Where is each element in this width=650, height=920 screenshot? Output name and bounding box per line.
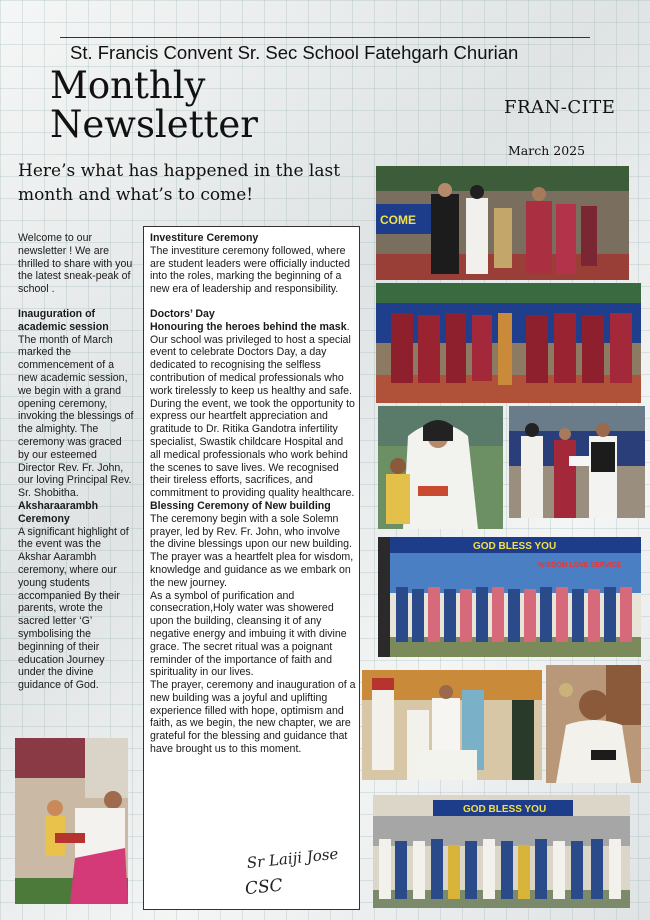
photo-priest-prayer	[546, 665, 641, 783]
photo-group-bottom	[373, 795, 630, 908]
photo1-banner: COME	[380, 213, 416, 227]
doctors-text-1: . Our school was privileged to host a special event to celebrate Doctors Day, a day dedicated to recognising the selfless contribution of medical professionals who work tirelessly to keep us healthy and safe.	[150, 320, 352, 397]
investiture-text: The investiture ceremony followed, where are student leaders were officially inducted into the roles, marking the beginning of a new era of leadership and responsibility.	[150, 244, 351, 296]
left-column	[18, 232, 134, 692]
welcome-text: Welcome to our newsletter ! We are thrilled to share with you the latest sneak-peak of school .	[18, 232, 133, 296]
blessing-heading: Blessing Ceremony of New building	[150, 499, 331, 512]
blessing-text-1: The ceremony begin with a sole Solemn prayer, led by Rev. Fr. John, who involve the divine blessings upon our new building. The prayer was a heartfelt plea for wisdom, knowledge and guidance as we embark on the new journey.	[150, 512, 354, 589]
doctors-subheading: Honouring the heroes behind the mask	[150, 320, 347, 333]
signature-line-2: CSC	[244, 875, 284, 900]
blessing-text-2: As a symbol of purification and consecration,Holy water was showered upon the building, cleansing it of any negative energy and imbuing it with divine grace. The secret ritual was a poignant reminder of the importance of faith and spirituality in our lives.	[150, 589, 347, 679]
inauguration-heading: Inauguration of academic session	[18, 307, 109, 333]
tagline: Here’s what has happened in the last month and what’s to come!	[18, 161, 341, 205]
school-name: St. Francis Convent Sr. Sec School Fatehgarh Churian	[70, 42, 519, 63]
photo8-banner: GOD BLESS YOU	[463, 804, 547, 815]
akshar-text: A significant highlight of the event was the Akshar Aarambh ceremony, where our young students accompanied By their parents, wrote the sacred letter ‘G’ symbolising the beginning of their education Journey under the divine guidance of God.	[18, 525, 129, 692]
photo-akshar-nun	[378, 406, 503, 529]
inauguration-text: The month of March marked the commencement of a new academic session, we begin with a grand opening ceremony, invoking the blessings of the almighty. The ceremony was graced by our esteemed Director Rev. Fr. John, our loving Principal Rev. Sr. Shobitha.	[18, 333, 134, 500]
photo-doctors-group	[378, 537, 641, 657]
doctors-heading: Doctors’ Day	[150, 307, 215, 320]
photo-aksharaarambh	[15, 738, 128, 904]
photo-blessing-altar	[362, 670, 542, 780]
photo5-banner2: WISDOM LOVE SERVICE	[538, 562, 622, 569]
blessing-text-3: The prayer, ceremony and inauguration of a new building was a joyful and uplifting experience filled with hope, optimism and faith, as we begin, the new chapter, we are grateful for the blessing and guidance that have brought us to this moment.	[150, 679, 356, 756]
photo-doctors-day	[509, 406, 645, 518]
photo-opening-ceremony	[376, 166, 629, 280]
brand-name: FRAN-CITE	[504, 97, 616, 118]
photo-investiture	[376, 283, 641, 403]
photo5-banner: GOD BLESS YOU	[473, 541, 557, 552]
signature	[237, 842, 352, 902]
akshar-heading: Aksharaarambh Ceremony	[18, 499, 99, 525]
title-line-1: Monthly	[50, 64, 206, 107]
investiture-heading: Investiture Ceremony	[150, 232, 259, 244]
doctors-paragraph	[150, 321, 356, 398]
issue-date: March 2025	[508, 143, 586, 158]
middle-column	[150, 232, 356, 756]
doctors-text-2: During the event, we took the opportunity to express our heartfelt appreciation and gratitude to Dr. Ritika Gandotra infertility specialist, Swastik childcare Hospital and all medical professionals who work behind the scenes to save lives. We recognised their tireless efforts, sacrifices, and commitment to providing quality healthcare.	[150, 397, 355, 500]
newsletter-title	[50, 66, 258, 144]
header-rule	[60, 37, 590, 38]
signature-line-1: Sr Laiji Jose	[245, 844, 340, 873]
title-line-2: Newsletter	[50, 103, 258, 146]
